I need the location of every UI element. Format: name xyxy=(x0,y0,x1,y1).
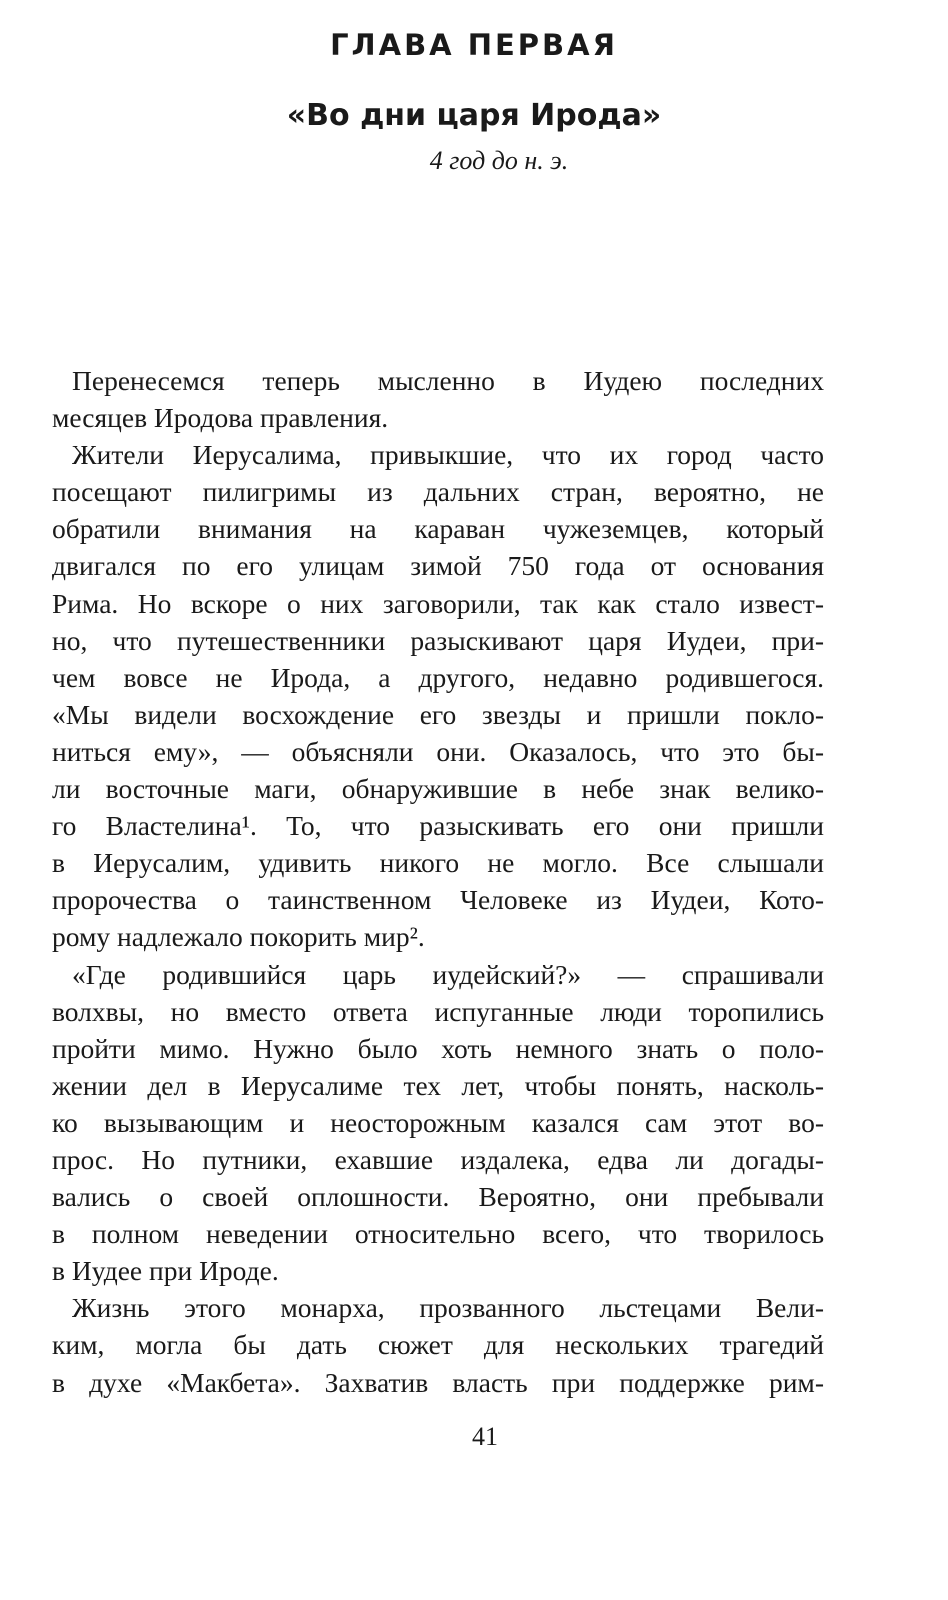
text-line: в Иерусалим, удивить никого не могло. Все слышали xyxy=(52,847,824,879)
paragraph xyxy=(52,436,824,955)
text-line: пройти мимо. Нужно было хоть немного знать о поло- xyxy=(52,1032,824,1064)
text-line: обратили внимания на караван чужеземцев, который xyxy=(52,513,824,545)
text-line: чем вовсе не Ирода, а другого, недавно родившегося. xyxy=(52,661,824,693)
text-line: посещают пилигримы из дальних стран, вероятно, не xyxy=(52,476,824,508)
paragraph xyxy=(52,956,824,1290)
text-line: «Мы видели восхождение его звезды и пришли покло- xyxy=(52,698,824,730)
text-line: рому надлежало покорить мир². xyxy=(52,921,425,953)
text-line: волхвы, но вместо ответа испуганные люди торопились xyxy=(52,995,824,1027)
text-line: ниться ему», — объясняли они. Оказалось, что это бы- xyxy=(52,735,824,767)
chapter-title: «Во дни царя Ирода» xyxy=(286,98,662,133)
text-line: месяцев Иродова правления. xyxy=(52,402,389,434)
paragraph xyxy=(52,362,824,436)
text-line: пророчества о таинственном Человеке из Иудеи, Кото- xyxy=(52,884,824,916)
text-line: Жители Иерусалима, привыкшие, что их город часто xyxy=(72,439,824,471)
text-line: в Иудее при Ироде. xyxy=(52,1255,279,1287)
text-line: вались о своей оплошности. Вероятно, они пребывали xyxy=(52,1181,824,1213)
page-number: 41 xyxy=(472,1422,498,1451)
chapter-date: 4 год до н. э. xyxy=(429,146,569,175)
text-line: ко вызывающим и неосторожным казался сам этот во- xyxy=(52,1106,824,1138)
text-line: Перенесемся теперь мысленно в Иудею последних xyxy=(72,365,824,396)
text-line: «Где родившийся царь иудейский?» — спрашивали xyxy=(72,958,824,990)
paragraph xyxy=(52,1289,824,1400)
text-line: но, что путешественники разыскивают царя Иудеи, при- xyxy=(52,624,824,656)
text-line: Жизнь этого монарха, прозванного льстецами Вели- xyxy=(72,1292,824,1324)
text-line: Рима. Но вскоре о них заговорили, так как стало извест- xyxy=(52,587,824,619)
text-line: в полном неведении относительно всего, что творилось xyxy=(52,1218,824,1250)
text-line: жении дел в Иерусалиме тех лет, чтобы понять, насколь- xyxy=(52,1069,824,1101)
text-line: ли восточные маги, обнаружившие в небе знак велико- xyxy=(52,773,824,805)
text-line: ким, могла бы дать сюжет для нескольких трагедий xyxy=(52,1329,824,1361)
body-text xyxy=(52,362,824,1401)
chapter-heading: ГЛАВА ПЕРВАЯ xyxy=(330,28,618,62)
text-line: в духе «Макбета». Захватив власть при поддержке рим- xyxy=(52,1366,824,1398)
text-line: двигался по его улицам зимой 750 года от основания xyxy=(52,550,824,582)
text-line: го Властелина¹. То, что разыскивать его они пришли xyxy=(52,810,824,842)
text-line: прос. Но путники, ехавшие издалека, едва ли догады- xyxy=(52,1143,824,1175)
